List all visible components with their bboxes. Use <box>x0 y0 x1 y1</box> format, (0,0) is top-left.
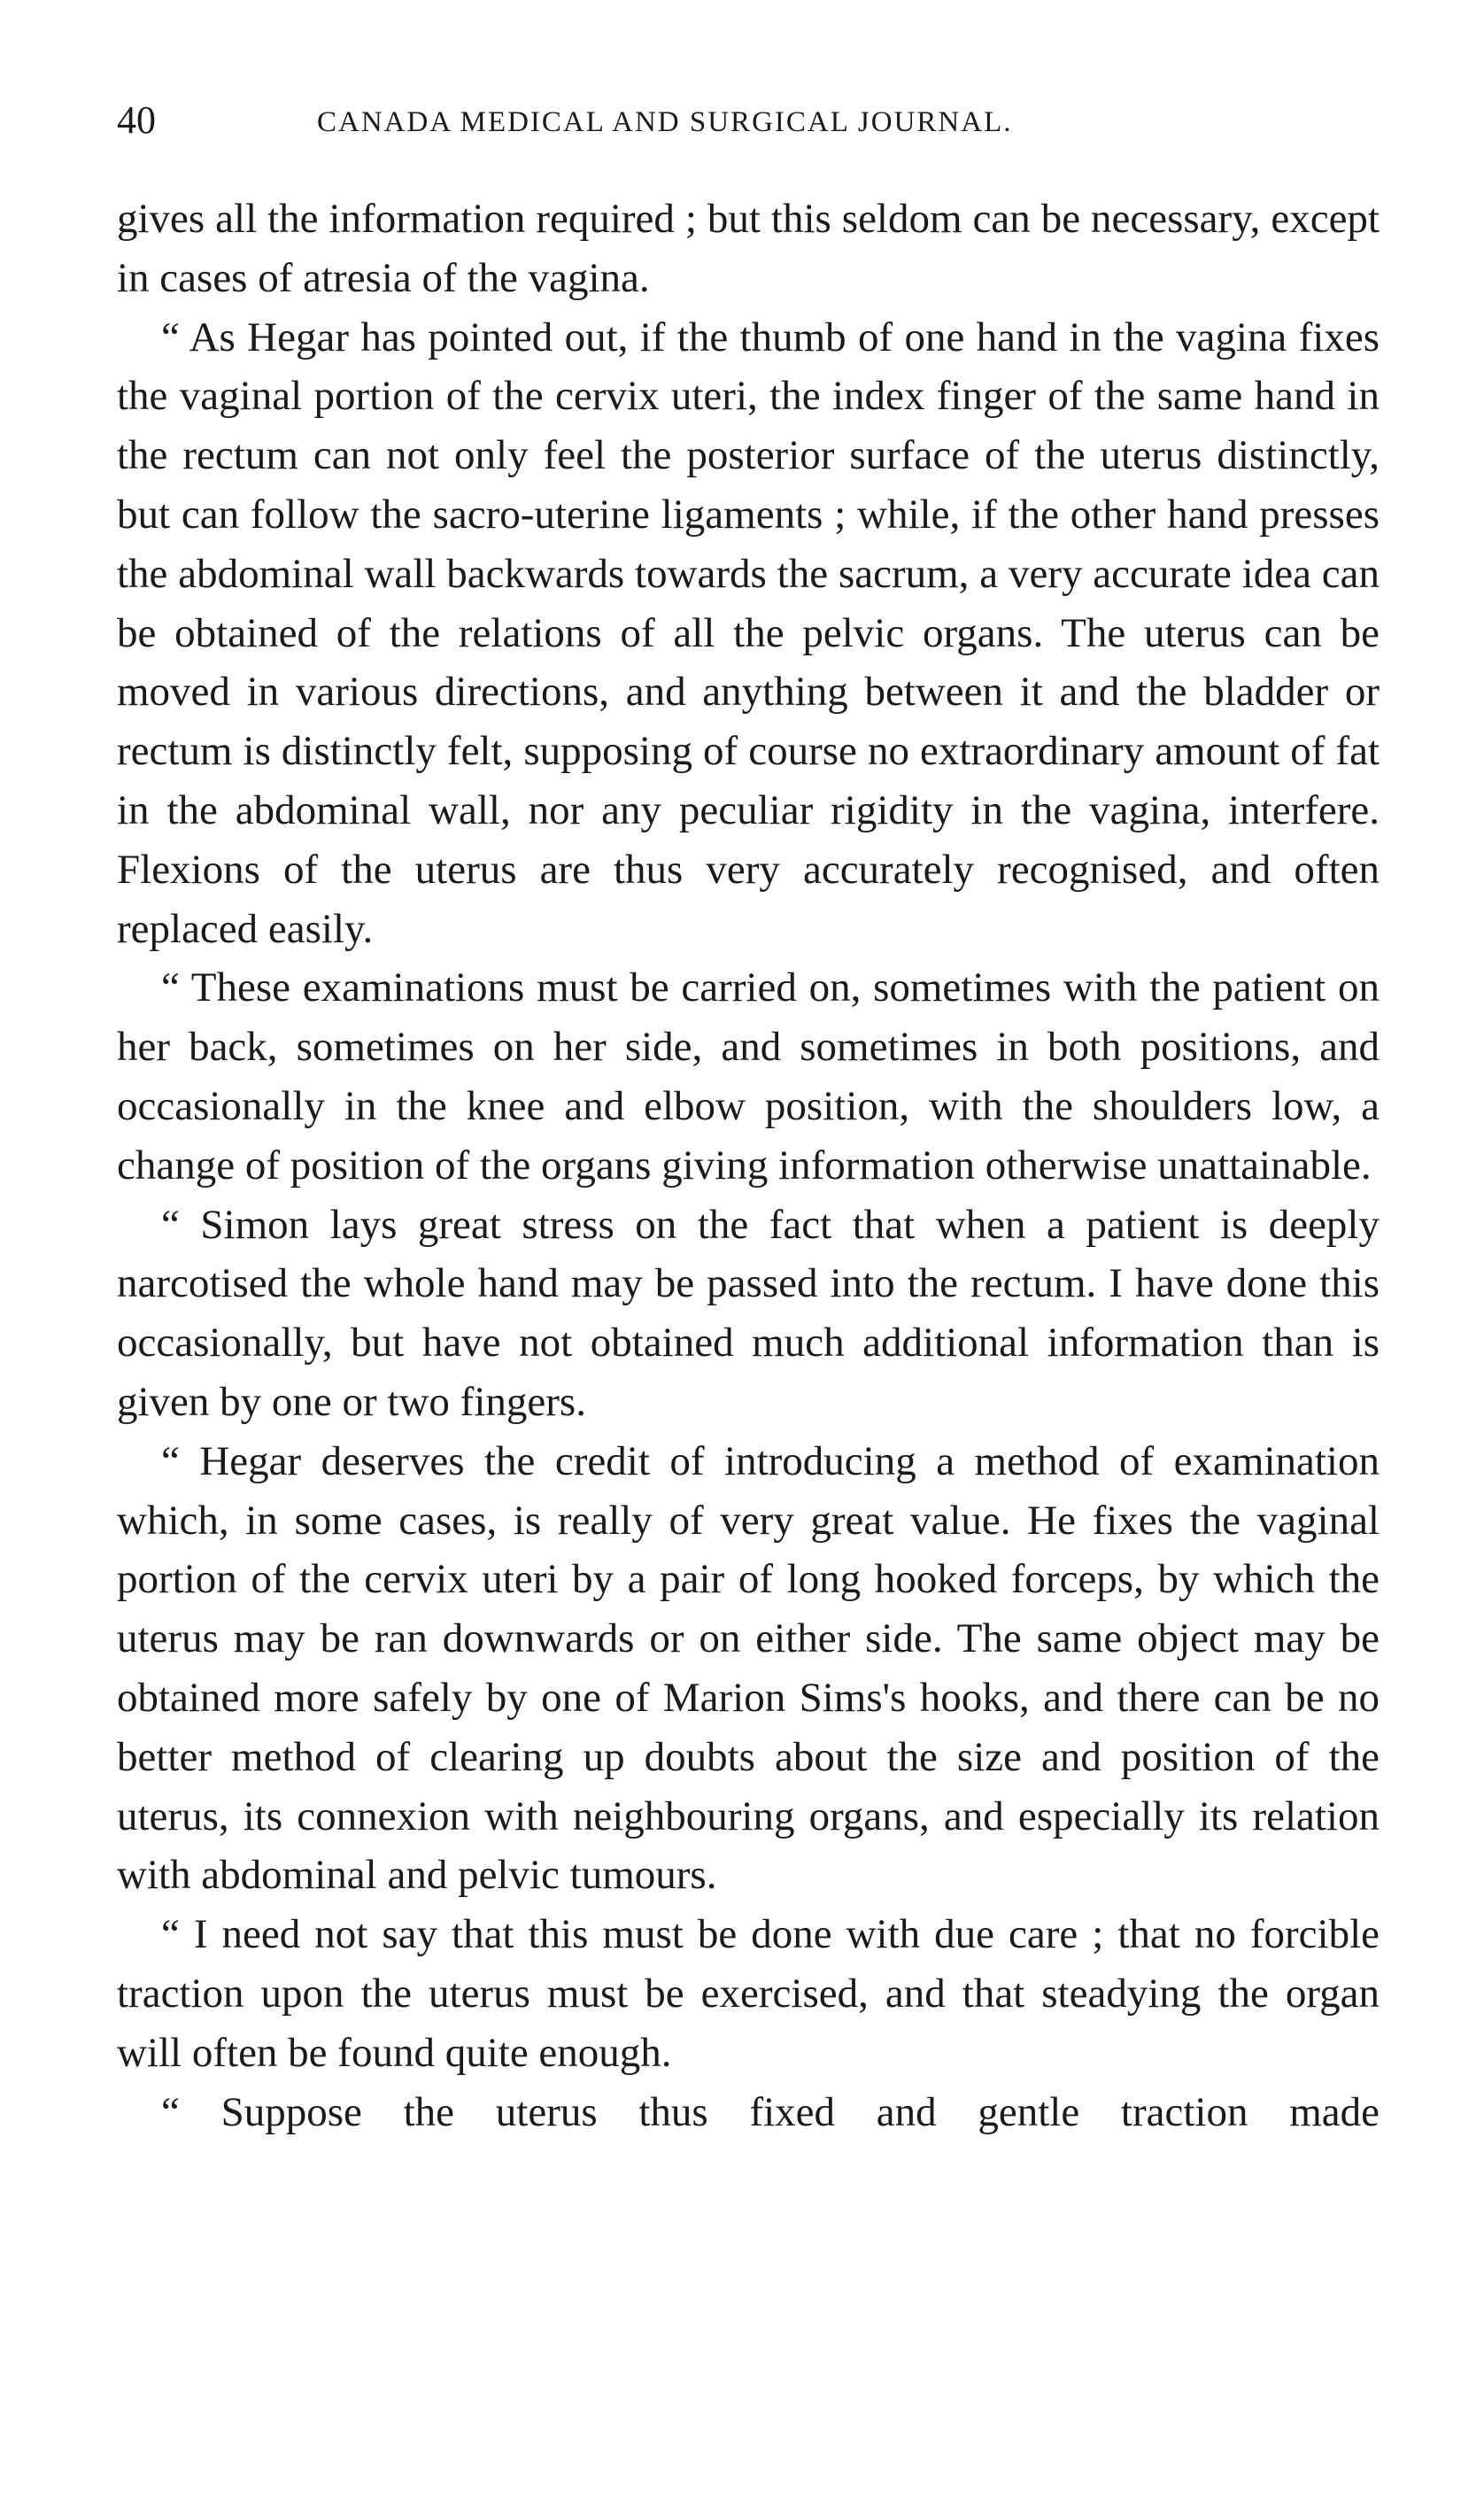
paragraph-examination-positions: “ These examinations must be carried on, sometimes with the patient on her back, sometimes on her side, and sometimes in both positions, and occasionally in the knee and elbow position, with the shoulders low, a change of position of the organs giving information otherwise unattainable. <box>117 964 1380 1189</box>
paragraph-due-care: “ I need not say that this must be done with due care ; that no forcible traction upon the uterus must be exercised, and that steadying the organ will often be found quite enough. <box>117 1911 1380 2076</box>
paragraph-hegar-forceps: “ Hegar deserves the credit of introducing a method of examination which, in some cases, is really of very great value. He fixes the vaginal portion of the cervix uteri by a pair of long hooked forceps, by which the uterus may be ran downwards or on either side. The same object may be obtained more safely by one of Marion Sims's hooks, and there can be no better method of clearing up doubts about the size and position of the uterus, its connexion with neighbouring organs, and especially its relation with abdominal and pelvic tumours. <box>117 1437 1380 1899</box>
paragraph-continuation: gives all the information required ; but this seldom can be necessary, except in cases of atresia of the vagina. <box>117 196 1380 301</box>
paragraph-simon-narcotised: “ Simon lays great stress on the fact that when a patient is deeply narcotised the whole hand may be passed into the rectum. I have done this occasionally, but have not obtained much additional information than is given by one or two fingers. <box>117 1201 1380 1425</box>
journal-title: CANADA MEDICAL AND SURGICAL JOURNAL. <box>317 106 1013 138</box>
article-body <box>117 190 1380 2141</box>
paragraph-hegar-bimanual: “ As Hegar has pointed out, if the thumb of one hand in the vagina fixes the vaginal portion of the cervix uteri, the index finger of the same hand in the rectum can not only feel the posterior surface of the uterus distinctly, but can follow the sacro-uterine ligaments ; while, if the other hand presses the abdominal wall backwards towards the sacrum, a very accurate idea can be obtained of the relations of all the pelvic organs. The uterus can be moved in various directions, and anything between it and the bladder or rectum is distinctly felt, supposing of course no extraordinary amount of fat in the abdominal wall, nor any peculiar rigidity in the vagina, interfere. Flexions of the uterus are thus very accurately recognised, and often replaced easily. <box>117 314 1380 952</box>
running-header <box>117 96 1374 145</box>
page-number: 40 <box>117 98 156 142</box>
paragraph-traction: “ Suppose the uterus thus fixed and gentle traction made <box>161 2088 1380 2135</box>
